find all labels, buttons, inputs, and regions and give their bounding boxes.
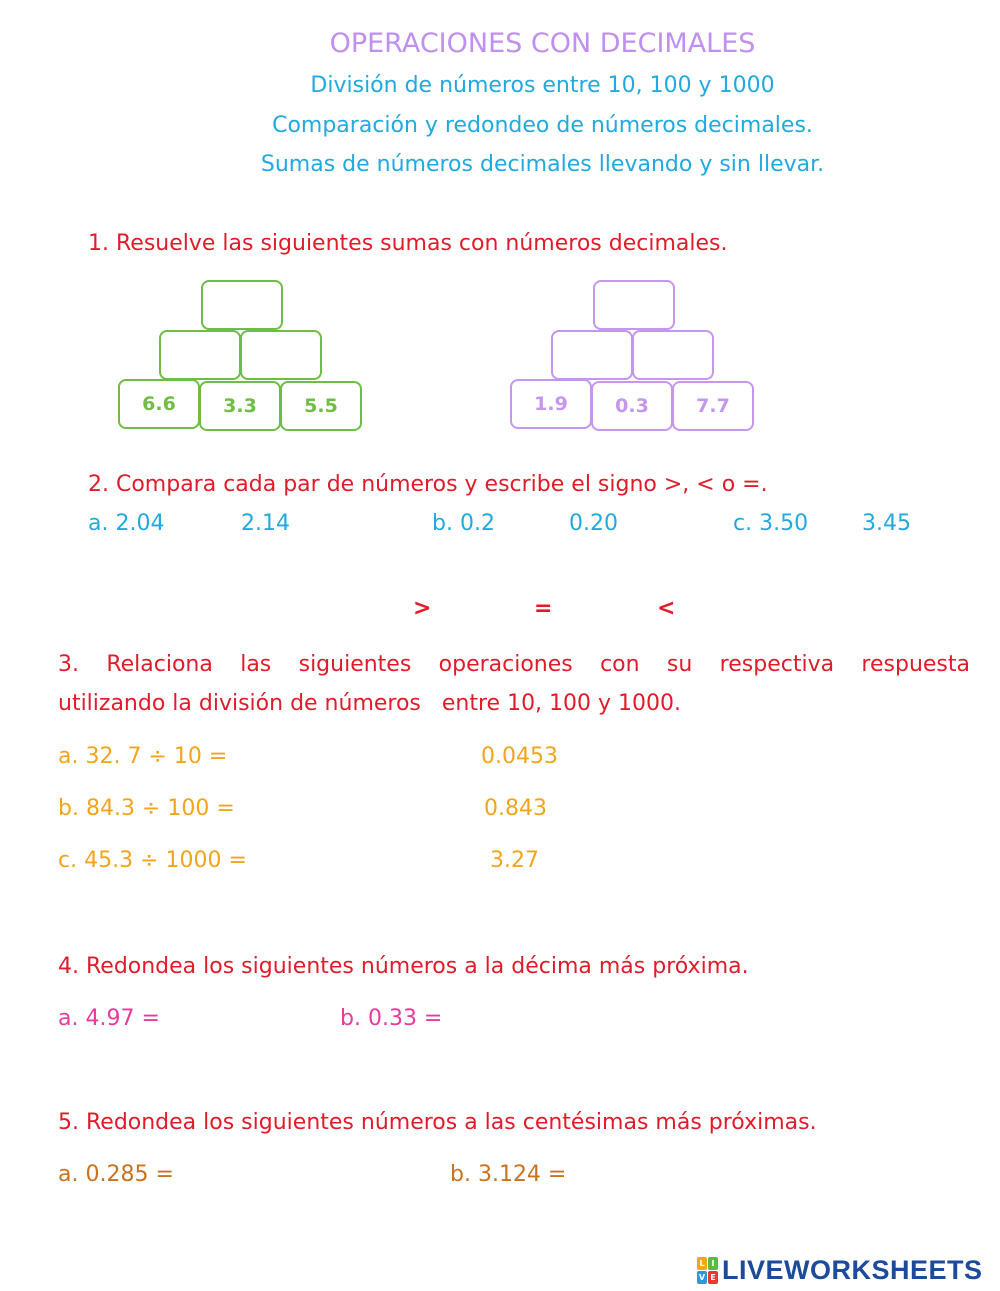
pyramid-purple-base-value: 0.3 [615,395,649,417]
q2-pair-b-right: 0.20 [569,511,618,536]
q2-pair-c-sign-input[interactable] [818,508,858,540]
liveworksheets-logo-icon [697,1257,718,1284]
q2-pair-a-sign-input[interactable] [180,508,235,540]
pyramid-purple-base-value: 7.7 [696,395,730,417]
q2-pair-b-sign-input[interactable] [507,508,562,540]
subtitle-2: Comparación y redondeo de números decimales. [272,113,813,138]
pyramid-green-middle-left-box[interactable] [159,330,241,380]
q2-pair-c-left: c. 3.50 [733,511,809,536]
q4-item-a: a. 4.97 = [58,1006,160,1031]
q3-operation-b: b. 84.3 ÷ 100 = [58,796,235,821]
pyramid-green-base-value: 3.3 [223,395,257,417]
subtitle-3: Sumas de números decimales llevando y sin llevar. [260,152,825,177]
logo-letter: L [697,1257,707,1270]
q4-answer-b-input[interactable] [450,1003,600,1035]
pyramid-purple-middle-left-box[interactable] [551,330,633,380]
pyramid-green-base-box [118,379,200,429]
q5-answer-b-input[interactable] [572,1159,772,1191]
pyramid-green-base-box [280,381,362,431]
q5-prompt: 5. Redondea los siguientes números a las centésimas más próximas. [58,1110,817,1135]
pyramid-purple-base-box [510,379,592,429]
pyramid-purple-middle-right-box[interactable] [632,330,714,380]
sign-greater[interactable]: > [413,596,432,621]
q3-answer-2[interactable]: 0.843 [484,796,547,821]
q4-prompt: 4. Redondea los siguientes números a la décima más próxima. [58,954,749,979]
q1-prompt: 1. Resuelve las siguientes sumas con números decimales. [88,231,728,256]
sign-equal[interactable]: = [534,596,553,621]
q3-prompt-line-1: 3. Relaciona las siguientes operaciones con su respectiva respuesta [58,652,970,677]
liveworksheets-brand [697,1255,983,1285]
q2-pair-b-left: b. 0.2 [432,511,495,536]
q4-item-b: b. 0.33 = [340,1006,443,1031]
pyramid-green-middle-right-box[interactable] [240,330,322,380]
pyramid-green-base-box [199,381,281,431]
logo-letter: E [708,1271,718,1284]
q3-prompt-line-2: utilizando la división de números entre 10, 100 y 1000. [58,691,682,716]
logo-letter: I [708,1257,718,1270]
q3-operation-a: a. 32. 7 ÷ 10 = [58,744,228,769]
q3-answer-3[interactable]: 3.27 [490,848,539,873]
q2-pair-a-right: 2.14 [241,511,290,536]
pyramid-purple-base-box [591,381,673,431]
pyramid-purple-base-value: 1.9 [534,393,568,415]
q3-answer-1[interactable]: 0.0453 [481,744,558,769]
pyramid-green-top-box[interactable] [201,280,283,330]
q5-item-a: a. 0.285 = [58,1162,174,1187]
pyramid-purple-base-box [672,381,754,431]
q2-pair-a-left: a. 2.04 [88,511,165,536]
q3-operation-c: c. 45.3 ÷ 1000 = [58,848,247,873]
q2-prompt: 2. Compara cada par de números y escribe el signo >, < o =. [88,472,768,497]
pyramid-purple-top-box[interactable] [593,280,675,330]
logo-letter: V [698,1272,706,1282]
q5-item-b: b. 3.124 = [450,1162,567,1187]
q5-answer-a-input[interactable] [182,1159,382,1191]
q4-answer-a-input[interactable] [166,1003,316,1035]
sign-less[interactable]: < [657,596,676,621]
pyramid-green-base-value: 5.5 [304,395,338,417]
page-title: OPERACIONES CON DECIMALES [329,28,756,59]
subtitle-1: División de números entre 10, 100 y 1000 [310,73,775,98]
q2-pair-c-right: 3.45 [862,511,911,536]
brand-name: LIVEWORKSHEETS [722,1254,983,1285]
pyramid-green-base-value: 6.6 [142,393,176,415]
